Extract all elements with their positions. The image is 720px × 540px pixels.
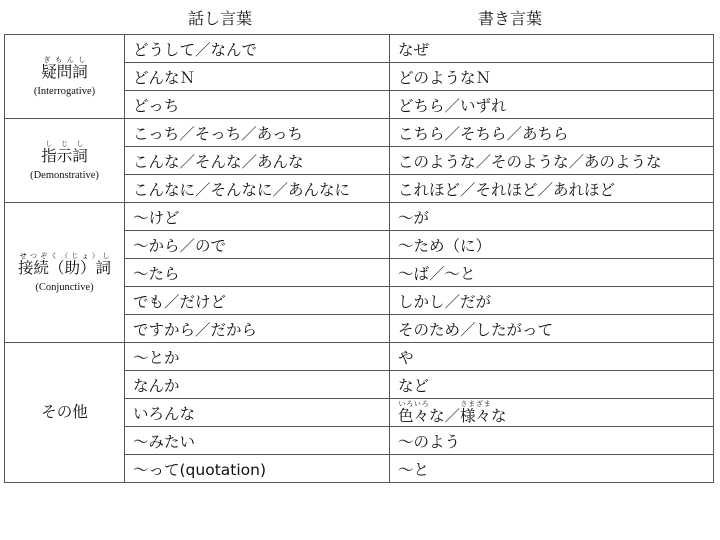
table-row [5,119,714,147]
category-name: 指示詞しじし [41,140,88,166]
spoken-expression: 〜って(quotation) [125,455,390,483]
category-name: 接続（助）詞せつぞく（じょ）し [17,252,111,278]
category-cell [5,119,125,203]
category-cell [5,203,125,343]
table-row [5,203,714,231]
header-spoken-language: 話し言葉 [188,9,253,28]
category-english: (Conjunctive) [35,281,94,293]
written-expression: や [390,343,714,371]
spoken-expression: いろんな [125,399,390,427]
spoken-expression: 〜けど [125,203,390,231]
spoken-expression: 〜みたい [125,427,390,455]
written-expression: 〜ば／〜と [390,259,714,287]
written-expression: これほど／それほど／あれほど [390,175,714,203]
written-expression: 〜と [390,455,714,483]
spoken-expression: ですから／だから [125,315,390,343]
written-expression: そのため／したがって [390,315,714,343]
category-english: (Interrogative) [33,85,96,97]
category-furigana: しじし [41,140,88,149]
spoken-expression: どっち [125,91,390,119]
spoken-expression: こっち／そっち／あっち [125,119,390,147]
spoken-expression: どうして／なんで [125,35,390,63]
category-cell [5,35,125,119]
spoken-expression: 〜から／ので [125,231,390,259]
category-furigana: せつぞく（じょ）し [17,252,111,261]
spoken-expression: こんなに／そんなに／あんなに [125,175,390,203]
written-expression: こちら／そちら／あちら [390,119,714,147]
written-expression: しかし／だが [390,287,714,315]
table-row [5,35,714,63]
written-expression: 〜のよう [390,427,714,455]
comparison-table [4,34,714,483]
spoken-expression: 〜とか [125,343,390,371]
category-english: (Demonstrative) [30,169,99,181]
spoken-expression: こんな／そんな／あんな [125,147,390,175]
written-expression: このような／そのような／あのような [390,147,714,175]
spoken-expression: 〜たら [125,259,390,287]
table-row [5,343,714,371]
written-expression: 〜が [390,203,714,231]
category-name: その他 [41,402,88,421]
spoken-expression: どんなＮ [125,63,390,91]
written-expression: どちら／いずれ [390,91,714,119]
written-expression: なぜ [390,35,714,63]
spoken-expression: なんか [125,371,390,399]
category-cell [5,343,125,483]
category-furigana: ぎもんし [41,56,88,65]
category-name: 疑問詞ぎもんし [41,56,88,82]
written-expression: 〜ため（に） [390,231,714,259]
written-expression: どのようなＮ [390,63,714,91]
written-expression: など [390,371,714,399]
header-written-language: 書き言葉 [478,9,543,28]
spoken-expression: でも／だけど [125,287,390,315]
written-expression: 色々いろいろな／様々さまざまな [390,399,714,427]
